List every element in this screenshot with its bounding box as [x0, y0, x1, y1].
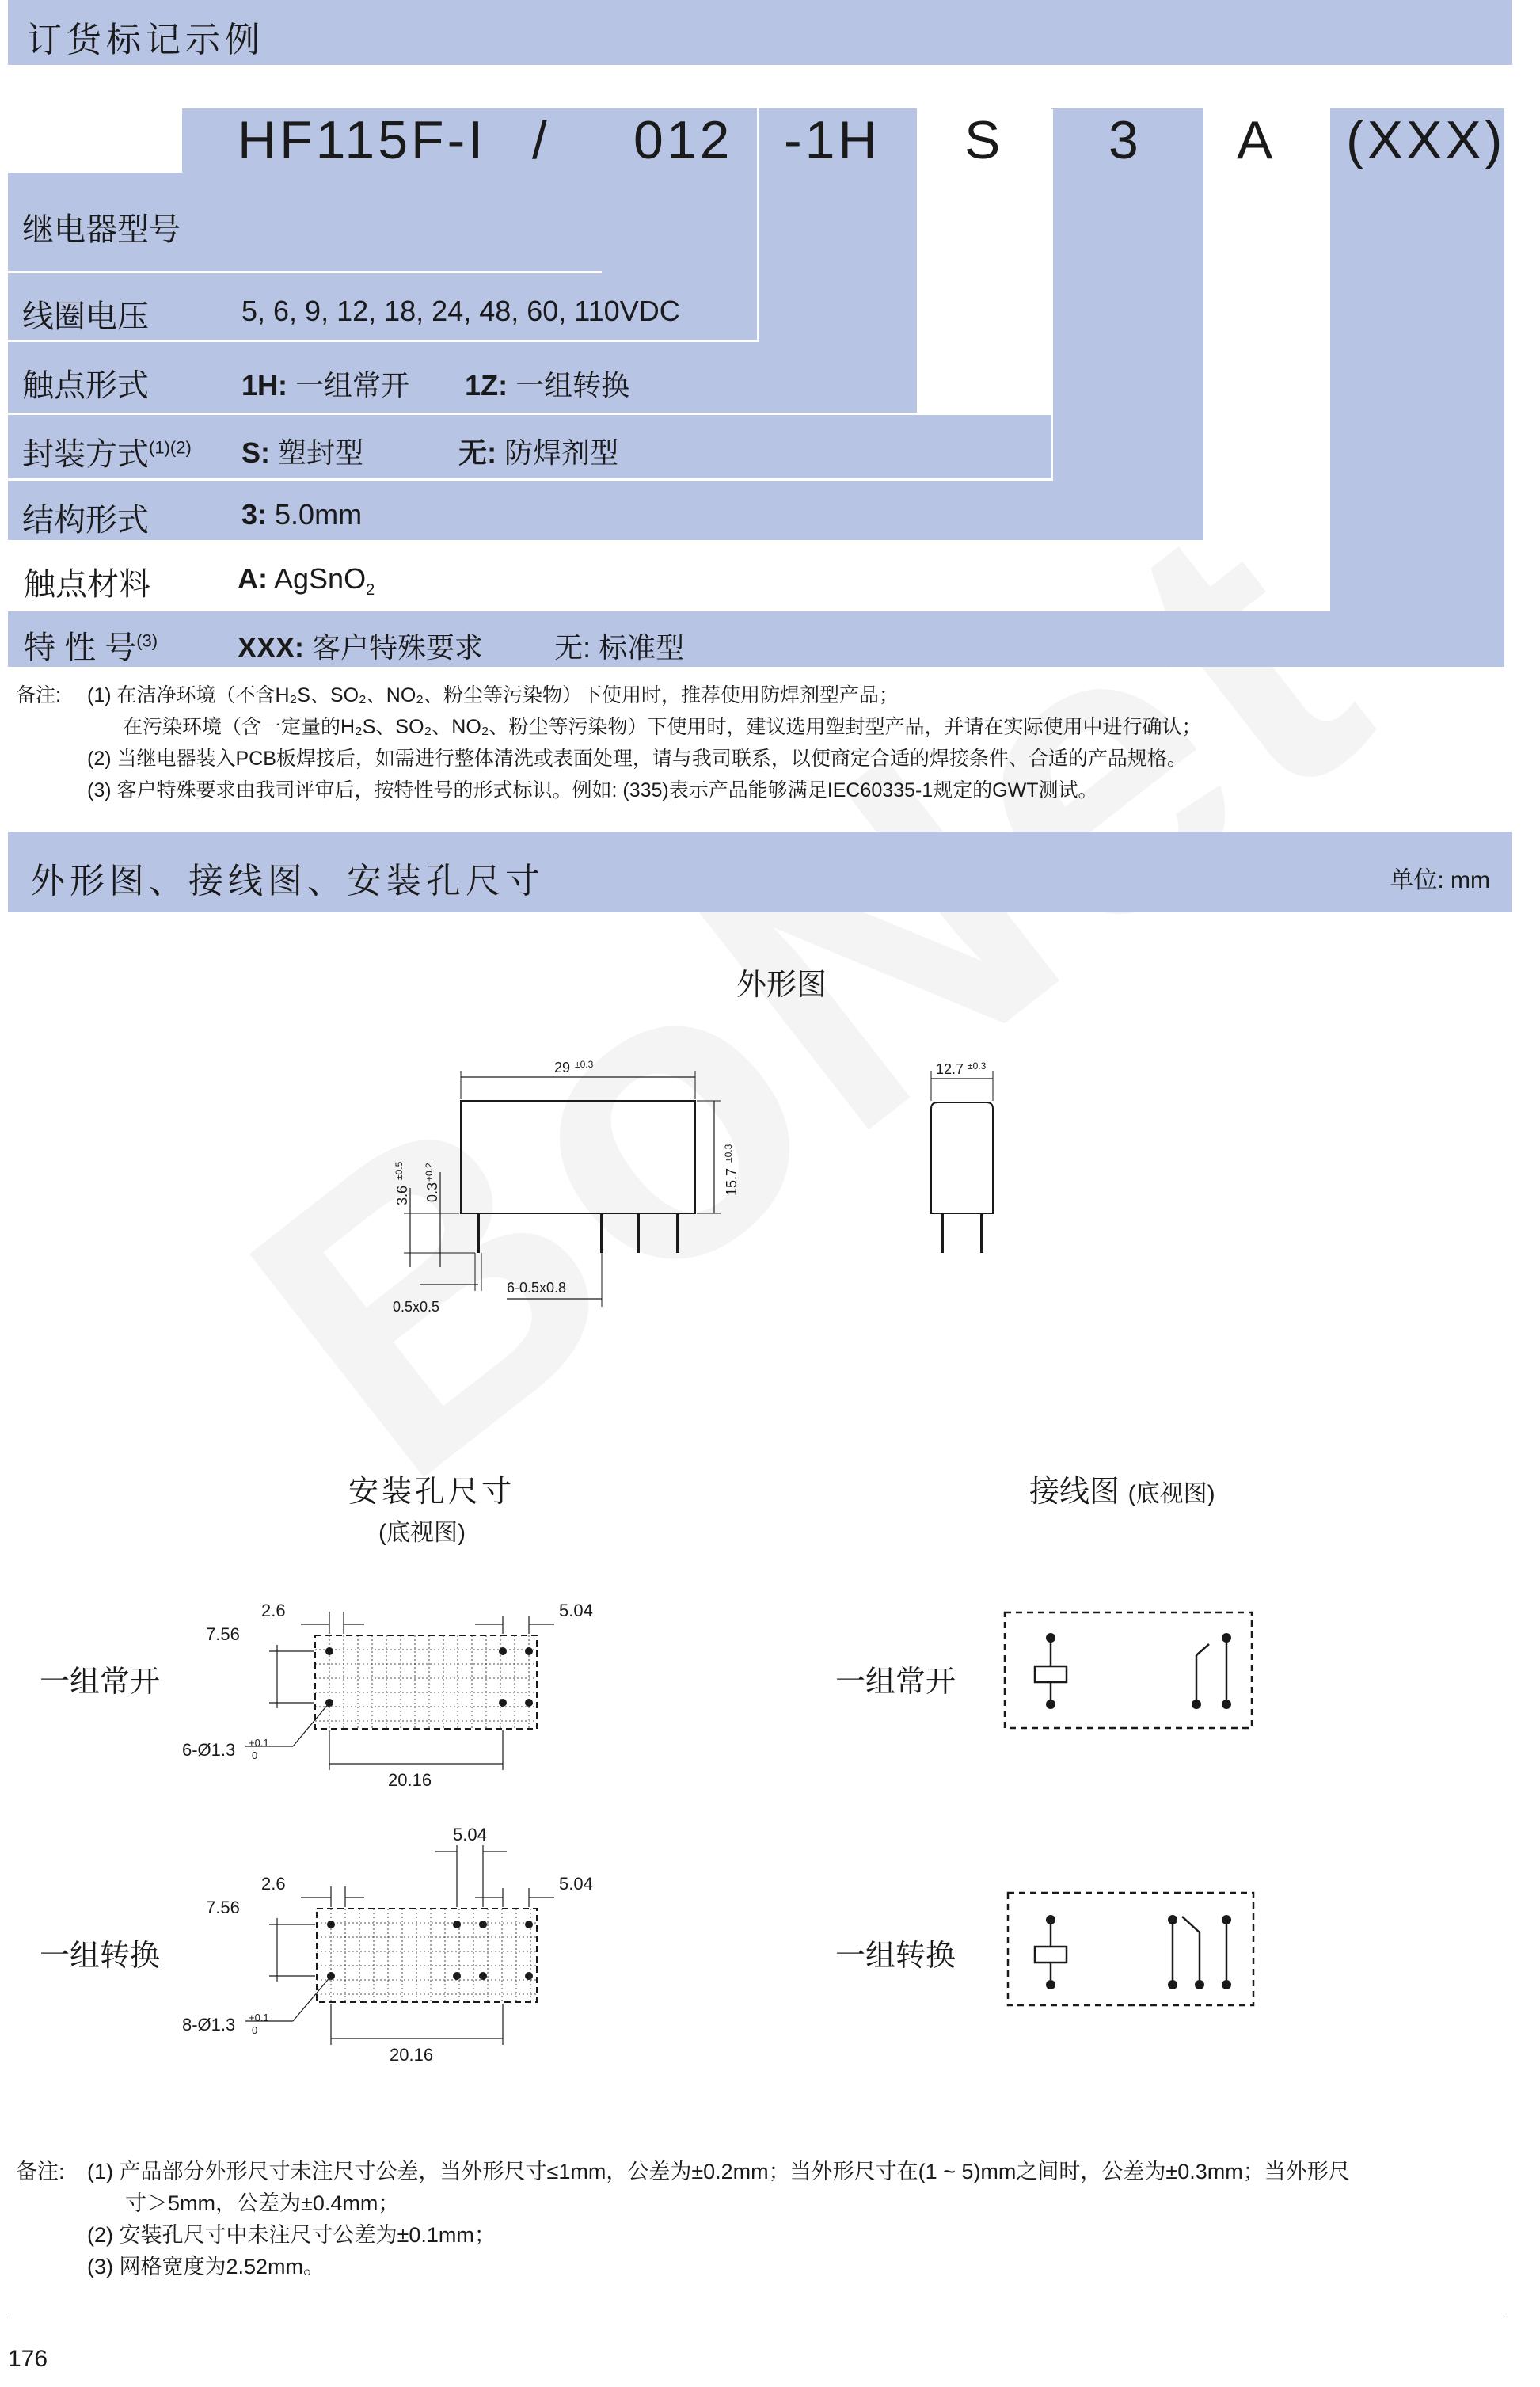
notes1-item-4: (3) 客户特殊要求由我司评审后，按特性号的形式标识。例如: (335)表示产品能够满足IEC60335-1规定的GWT测试。 [87, 779, 1098, 801]
no-holes: 6-Ø1.3 [182, 1740, 236, 1760]
mounting-subtitle: (底视图) [378, 1520, 466, 1546]
dim-height-tol: ±0.3 [723, 1144, 734, 1163]
dim-height: 15.7 [724, 1167, 740, 1196]
seal-label-sup: (1)(2) [149, 437, 192, 458]
notes1-prefix: 备注: [16, 684, 61, 706]
co-hole-tol-low: 0 [252, 2024, 258, 2036]
seal-opt1-val: 塑封型 [278, 436, 364, 469]
contact-opt1-key: 1H: [241, 369, 288, 402]
dim-standoff-tol: +0.2 [424, 1163, 435, 1182]
special-opt1-val: 客户特殊要求 [312, 631, 484, 664]
section-title-order: 订货标记示例 [27, 21, 264, 59]
dim-width: 12.7 [936, 1061, 964, 1077]
code-contact: -1H [784, 110, 880, 170]
unit-label: 单位: mm [1390, 867, 1490, 893]
structure-val: 5.0mm [275, 498, 363, 531]
co-holes: 8-Ø1.3 [182, 2015, 236, 2035]
dim-length: 29 [554, 1060, 571, 1075]
relay-body-end [931, 1102, 993, 1213]
section-title-drawings: 外形图、接线图、安装孔尺寸 [30, 862, 545, 900]
special-opt1-key: XXX: [238, 631, 305, 664]
wiring-co-label: 一组转换 [835, 1940, 956, 1973]
wiring-title [1029, 1467, 1215, 1510]
material-key: A: [238, 562, 268, 595]
mounting-co-drawing [174, 1814, 618, 2067]
co-dim-756: 7.56 [206, 1898, 240, 1917]
special-opt2-key: 无: [554, 631, 591, 664]
mounting-co-label: 一组转换 [40, 1940, 161, 1973]
wiring-title-text: 接线图 [1029, 1475, 1120, 1509]
label-model: 继电器型号 [22, 212, 181, 247]
value-seal [241, 431, 618, 471]
wiring-no-label: 一组常开 [835, 1666, 956, 1699]
seal-opt2-val: 防焊剂型 [504, 436, 619, 469]
page-number: 176 [8, 2346, 48, 2372]
value-structure [241, 498, 362, 531]
notes2-item-4: (3) 网格宽度为2.52mm。 [87, 2255, 325, 2278]
co-hole-tol-up: +0.1 [249, 2012, 269, 2023]
label-structure: 结构形式 [22, 503, 149, 538]
cell-special-row [8, 611, 1504, 667]
cell-special [1330, 108, 1504, 667]
section-header-drawings [8, 832, 1512, 912]
no-dim-504: 5.04 [559, 1601, 593, 1620]
material-val: AgSnO [274, 562, 367, 595]
notes2-item-1: (1) 产品部分外形尺寸未注尺寸公差，当外形尺寸≤1mm，公差为±0.2mm；当外形尺寸在(1 ~ 5)mm之间时，公差为±0.3mm；当外形尺 [87, 2160, 1350, 2183]
value-coil: 5, 6, 9, 12, 18, 24, 48, 60, 110VDC [241, 295, 680, 327]
code-special: (XXX) [1346, 110, 1506, 170]
code-material: A [1237, 110, 1276, 170]
dim-standoff: 0.3 [424, 1182, 440, 1202]
special-opt2-val: 标准型 [599, 631, 685, 664]
seal-opt2-key: 无: [458, 436, 497, 469]
co-dim-2016: 20.16 [390, 2045, 434, 2065]
seal-opt1-key: S: [241, 436, 270, 469]
wiring-subtitle: (底视图) [1127, 1481, 1215, 1507]
code-structure: 3 [1108, 110, 1142, 170]
value-material [238, 562, 375, 600]
mounting-no-label: 一组常开 [40, 1666, 161, 1699]
special-label-text: 特 性 号 [24, 630, 137, 665]
seal-label-text: 封装方式 [22, 437, 149, 472]
dim-pin-section: 0.5x0.5 [393, 1299, 440, 1315]
notes1-item-1: (1) 在洁净环境（不含H₂S、SO₂、NO₂、粉尘等污染物）下使用时，推荐使用防焊剂型产品； [87, 684, 899, 706]
notes1-item-2: 在污染环境（含一定量的H₂S、SO₂、NO₂、粉尘等污染物）下使用时，建议选用塑封型产品，并请在实际使用中进行确认； [123, 716, 1202, 738]
code-model: HF115F-I [238, 110, 487, 170]
no-dim-756: 7.56 [206, 1624, 240, 1644]
label-coil: 线圈电压 [22, 299, 149, 334]
dim-width-tol: ±0.3 [968, 1060, 987, 1072]
relay-body-side [461, 1101, 695, 1213]
code-voltage: 012 [633, 110, 733, 170]
wiring-co-diagram [1002, 1885, 1263, 2012]
contact-opt2-val: 一组转换 [515, 369, 630, 402]
notes1-item-3: (2) 当继电器装入PCB板焊接后，如需进行整体清洗或表面处理，请与我司联系，以便商定合适的焊接条件、合适的产品规格。 [87, 748, 1187, 770]
outline-title: 外形图 [736, 969, 827, 1002]
notes2-item-3: (2) 安装孔尺寸中未注尺寸公差为±0.1mm； [87, 2223, 496, 2247]
no-dim-26: 2.6 [261, 1601, 286, 1620]
outline-drawing [372, 1030, 1069, 1346]
mounting-no-drawing [174, 1572, 618, 1794]
dim-pin-len-tol: ±0.5 [394, 1161, 405, 1180]
co-dim-504: 5.04 [559, 1874, 593, 1894]
co-dim-504-top: 5.04 [453, 1825, 487, 1844]
label-special [24, 622, 158, 668]
contact-opt2-key: 1Z: [465, 369, 508, 402]
section-header-order [8, 0, 1512, 65]
label-seal [22, 429, 192, 474]
no-hole-tol-low: 0 [252, 1749, 258, 1761]
dim-pin-len: 3.6 [394, 1185, 410, 1205]
wiring-no-diagram [1002, 1608, 1263, 1734]
co-dim-26: 2.6 [261, 1874, 286, 1894]
material-sub: 2 [366, 581, 375, 600]
no-dim-2016: 20.16 [388, 1770, 432, 1790]
label-material: 触点材料 [24, 567, 150, 602]
value-contact [241, 364, 629, 404]
label-contact: 触点形式 [22, 368, 149, 403]
code-slash: / [532, 110, 550, 170]
structure-key: 3: [241, 498, 268, 531]
notes2-item-2: 寸＞5mm，公差为±0.4mm； [125, 2191, 400, 2215]
no-hole-tol-up: +0.1 [249, 1737, 269, 1749]
value-special [238, 626, 684, 666]
contact-opt1-val: 一组常开 [295, 369, 410, 402]
cell-structure-row [8, 481, 1203, 540]
dim-pins: 6-0.5x0.8 [507, 1280, 567, 1296]
mounting-title: 安装孔尺寸 [348, 1475, 515, 1509]
code-seal: S [964, 110, 1004, 170]
cell-structure [1053, 108, 1203, 540]
dim-length-tol: ±0.3 [575, 1059, 594, 1070]
special-label-sup: (3) [136, 630, 158, 651]
notes2-prefix: 备注: [16, 2160, 65, 2183]
